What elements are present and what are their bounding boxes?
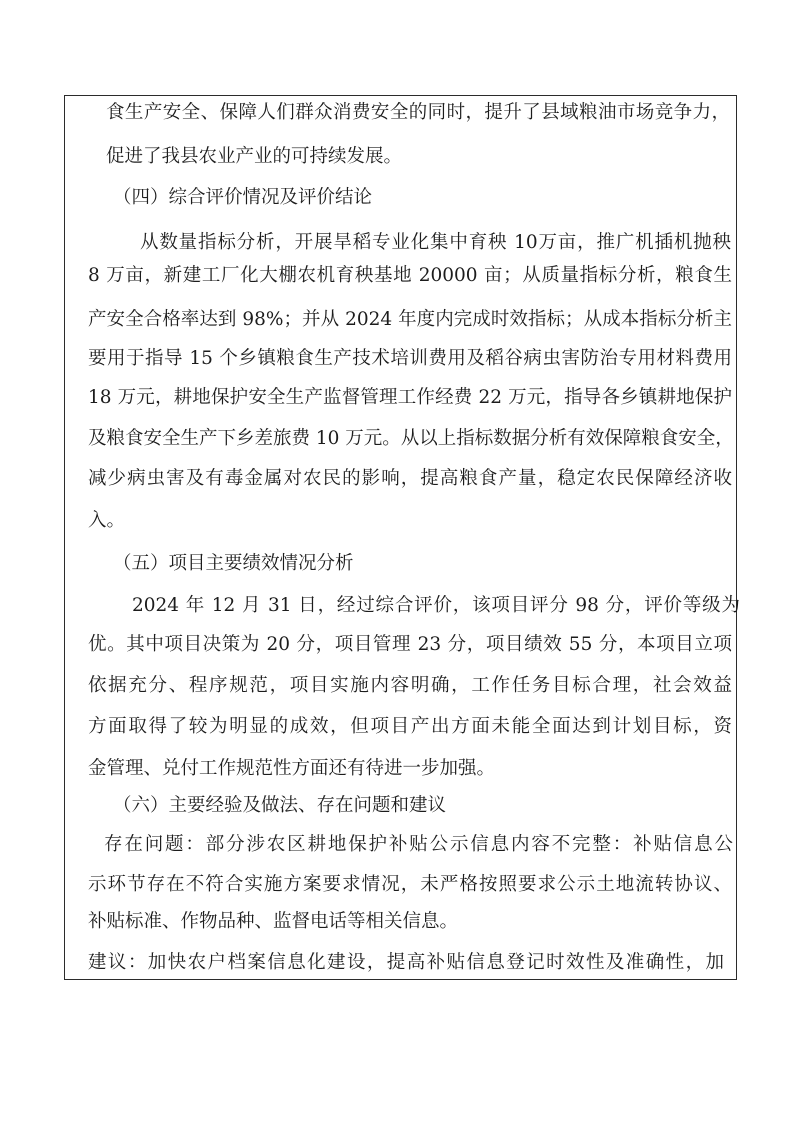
paragraph-line: 存在问题：部分涉农区耕地保护补贴公示信息内容不完整：补贴信息公	[104, 834, 733, 855]
paragraph-line: 依据充分、程序规范，项目实施内容明确，工作任务目标合理，社会效益	[88, 675, 732, 696]
paragraph-line: 8 万亩，新建工厂化大棚农机育秧基地 20000 亩；从质量指标分析，粮食生	[88, 265, 732, 286]
paragraph-line: 优。其中项目决策为 20 分，项目管理 23 分，项目绩效 55 分，本项目立项	[88, 634, 732, 655]
paragraph-line: 减少病虫害及有毒金属对农民的影响，提高粮食产量，稳定农民保障经济收	[88, 468, 732, 489]
paragraph-line: 建议：加快农户档案信息化建设，提高补贴信息登记时效性及准确性，加	[88, 952, 724, 973]
paragraph-line: 补贴标准、作物品种、监督电话等相关信息。	[88, 911, 459, 932]
paragraph-line: 方面取得了较为明显的成效，但项目产出方面未能全面达到计划目标，资	[88, 716, 732, 737]
paragraph-line: 2024 年 12 月 31 日，经过综合评价，该项目评分 98 分，评价等级为	[132, 595, 740, 616]
paragraph-line: 促进了我县农业产业的可持续发展。	[106, 146, 403, 167]
paragraph-line: 入。	[88, 510, 126, 531]
paragraph-line: 食生产安全、保障人们群众消费安全的同时，提升了县域粮油市场竞争力，	[106, 102, 730, 123]
paragraph-line: 产安全合格率达到 98%；并从 2024 年度内完成时效指标；从成本指标分析主	[88, 309, 732, 330]
section-heading-5: （五）项目主要绩效情况分析	[113, 553, 354, 574]
section-heading-6: （六）主要经验及做法、存在问题和建议	[113, 795, 447, 816]
paragraph-line: 示环节存在不符合实施方案要求情况，未严格按照要求公示土地流转协议、	[88, 874, 732, 895]
paragraph-line: 及粮食安全生产下乡差旅费 10 万元。从以上指标数据分析有效保障粮食安全，	[88, 428, 734, 449]
paragraph-line: 要用于指导 15 个乡镇粮食生产技术培训费用及稻谷病虫害防治专用材料费用	[88, 348, 732, 369]
section-heading-4: （四）综合评价情况及评价结论	[113, 187, 373, 208]
paragraph-line: 18 万元，耕地保护安全生产监督管理工作经费 22 万元，指导各乡镇耕地保护	[88, 387, 732, 408]
paragraph-line: 金管理、兑付工作规范性方面还有待进一步加强。	[88, 758, 496, 779]
paragraph-line: 从数量指标分析，开展旱稻专业化集中育秧 10万亩，推广机插机抛秧	[140, 232, 731, 253]
